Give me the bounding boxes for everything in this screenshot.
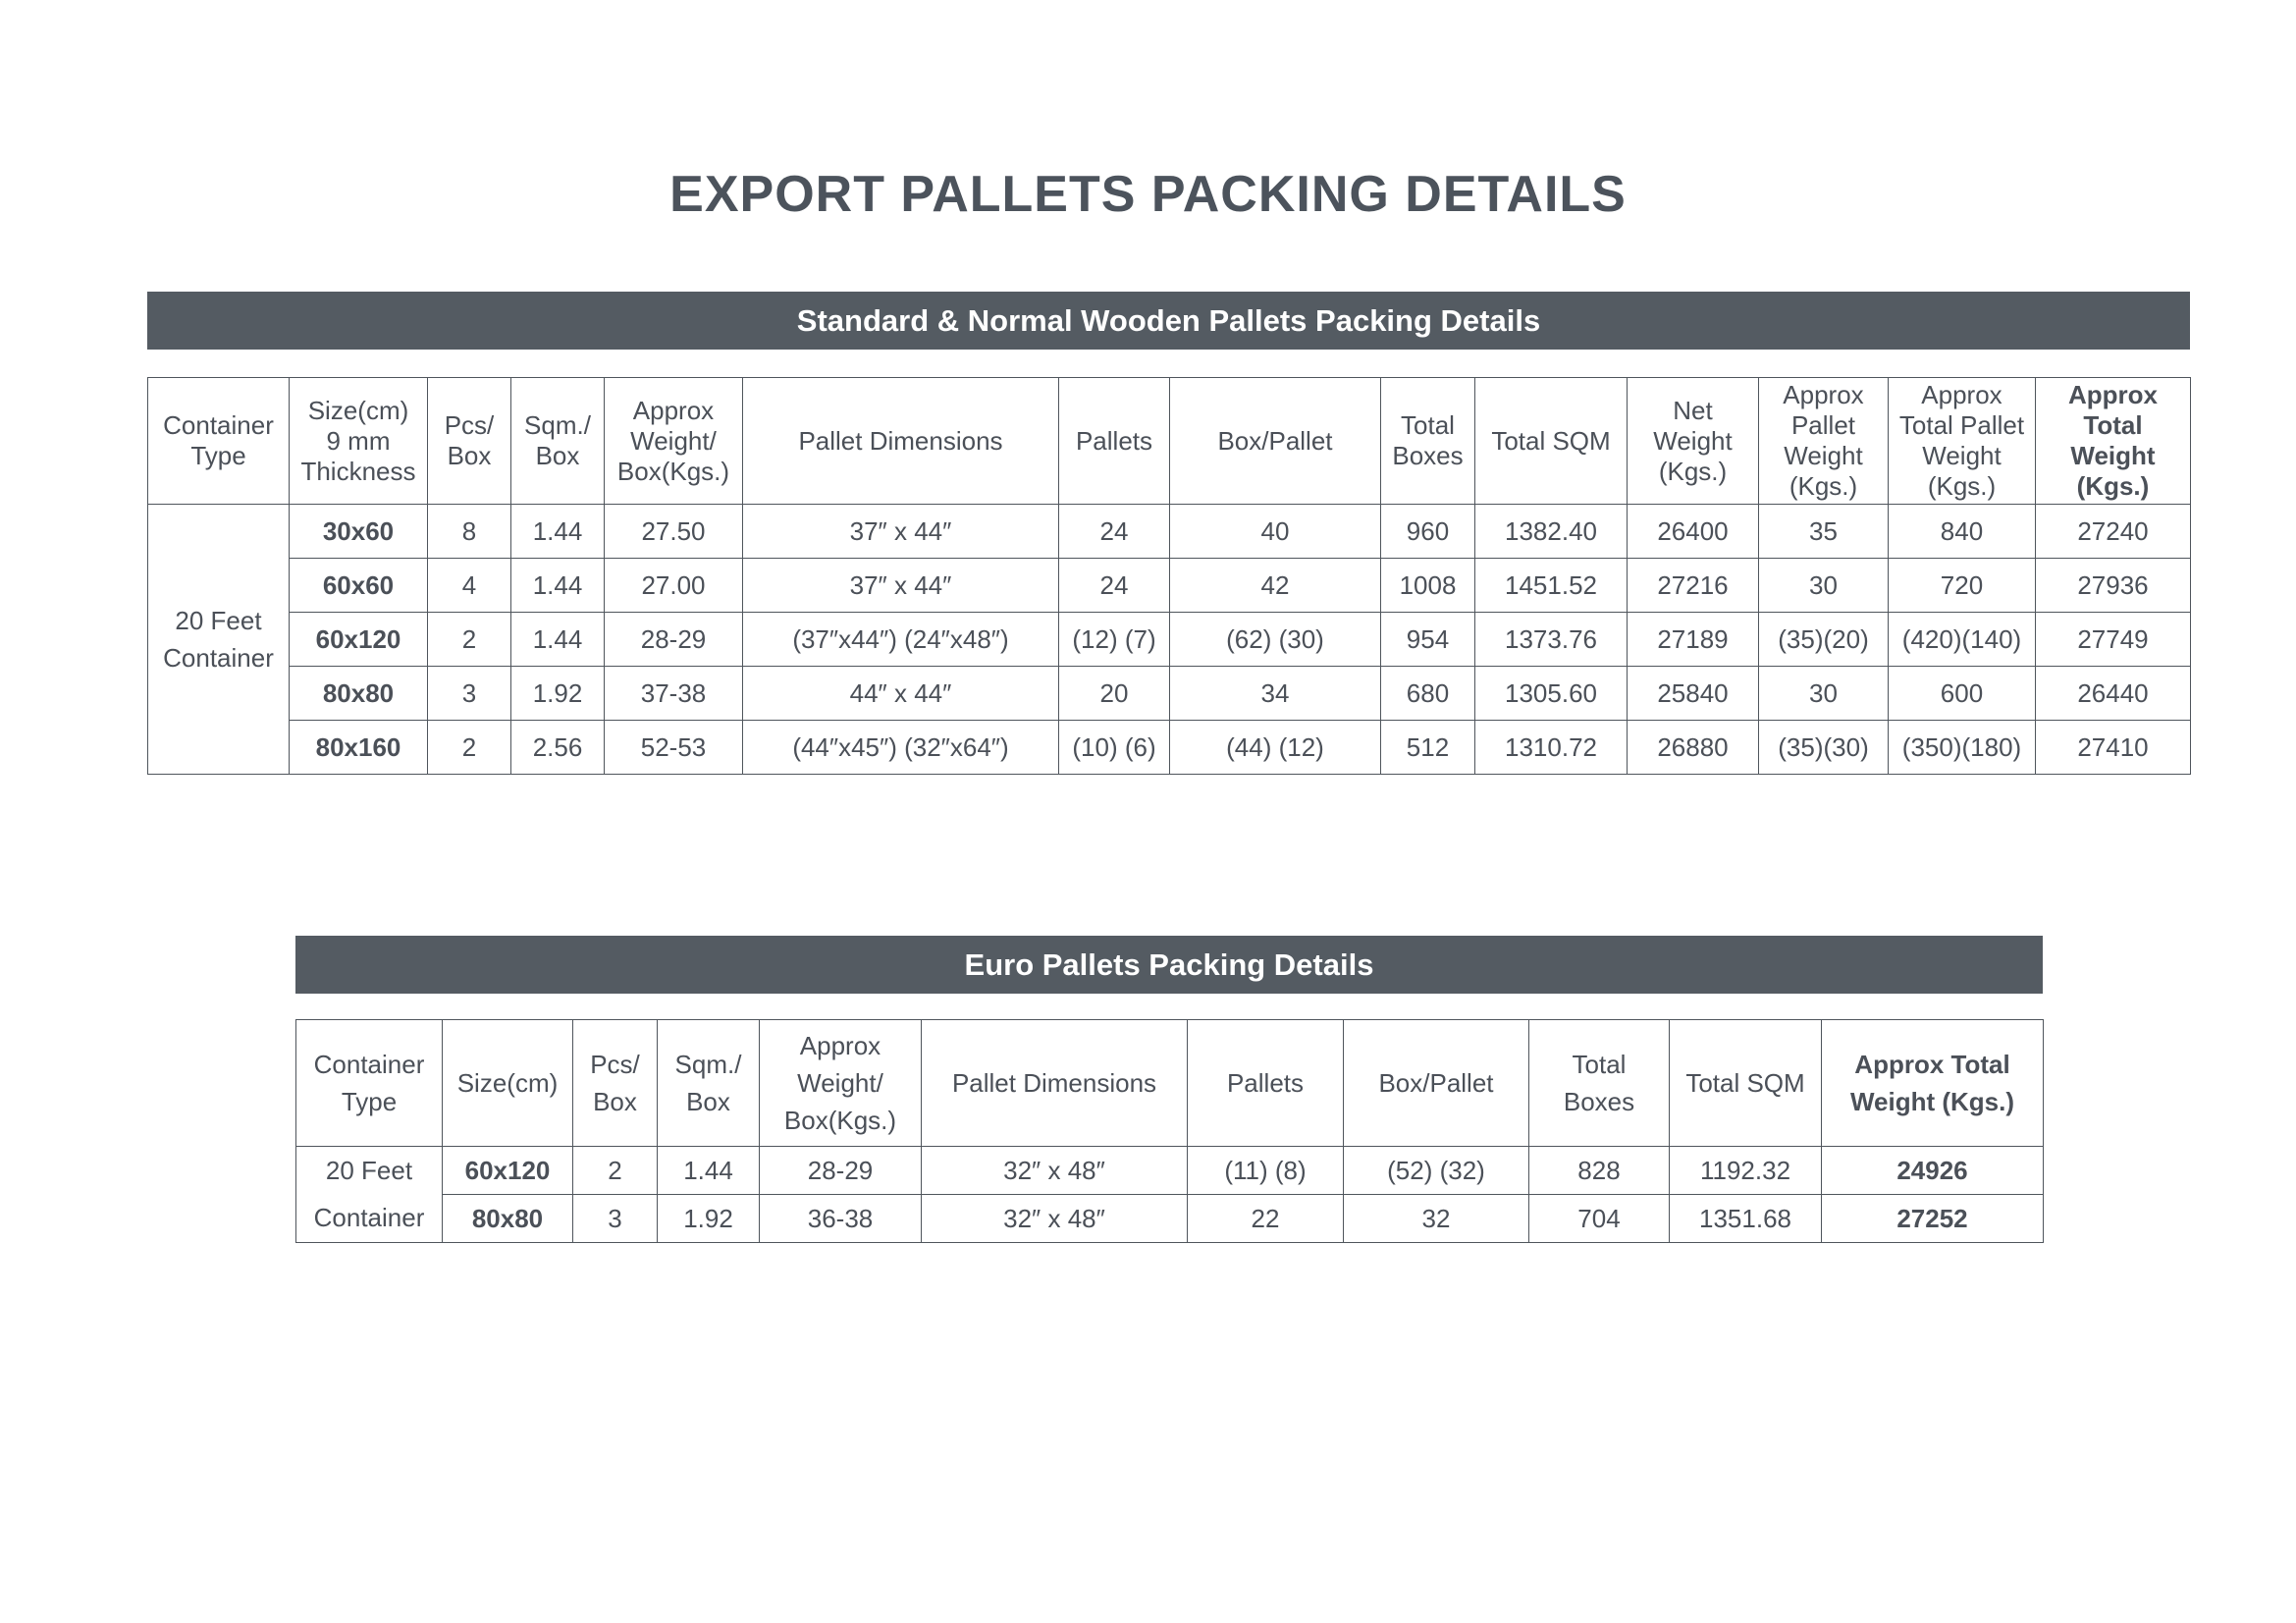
cell-total-sqm: 1373.76 <box>1475 613 1628 667</box>
cell-total-pallet-weight: (420)(140) <box>1889 613 2036 667</box>
header-total-sqm: Total SQM <box>1475 378 1628 505</box>
cell-pallets: 24 <box>1059 559 1170 613</box>
cell-weight-box: 52-53 <box>605 721 743 775</box>
cell-weight-box: 37-38 <box>605 667 743 721</box>
cell-net-weight: 26880 <box>1628 721 1759 775</box>
cell-total-boxes: 512 <box>1381 721 1475 775</box>
cell-pcs-box: 2 <box>573 1147 658 1195</box>
header-sqm-box: Sqm./ Box <box>511 378 605 505</box>
cell-total-boxes: 954 <box>1381 613 1475 667</box>
header-pcs-box: Pcs/ Box <box>573 1020 658 1147</box>
header-total-pallet-weight: Approx Total Pallet Weight (Kgs.) <box>1889 378 2036 505</box>
table-row <box>148 721 2191 775</box>
cell-total-boxes: 704 <box>1529 1195 1670 1243</box>
cell-container-type: Container <box>296 1195 443 1243</box>
cell-total-weight: 27749 <box>2036 613 2191 667</box>
cell-weight-box: 27.00 <box>605 559 743 613</box>
table-header-row <box>296 1020 2044 1147</box>
cell-size: 80x80 <box>443 1195 573 1243</box>
cell-net-weight: 27216 <box>1628 559 1759 613</box>
standard-packing-table <box>147 377 2191 775</box>
cell-container-type <box>148 505 290 775</box>
header-pallet-weight: Approx Pallet Weight (Kgs.) <box>1759 378 1889 505</box>
cell-pallet-dimensions: (37″x44″) (24″x48″) <box>743 613 1059 667</box>
cell-total-sqm: 1305.60 <box>1475 667 1628 721</box>
cell-total-weight: 24926 <box>1822 1147 2044 1195</box>
cell-sqm-box: 2.56 <box>511 721 605 775</box>
header-total-sqm: Total SQM <box>1670 1020 1822 1147</box>
cell-total-pallet-weight: 600 <box>1889 667 2036 721</box>
cell-weight-box: 27.50 <box>605 505 743 559</box>
euro-section-heading: Euro Pallets Packing Details <box>295 936 2043 994</box>
cell-pallet-dimensions: 32″ x 48″ <box>922 1147 1188 1195</box>
cell-total-pallet-weight: 720 <box>1889 559 2036 613</box>
cell-pcs-box: 2 <box>428 721 511 775</box>
cell-sqm-box: 1.92 <box>511 667 605 721</box>
cell-pcs-box: 3 <box>428 667 511 721</box>
cell-weight-box: 28-29 <box>760 1147 922 1195</box>
cell-total-weight: 27936 <box>2036 559 2191 613</box>
cell-box-pallet: 40 <box>1170 505 1381 559</box>
cell-pallet-weight: (35)(20) <box>1759 613 1889 667</box>
cell-size: 60x120 <box>290 613 428 667</box>
cell-total-sqm: 1192.32 <box>1670 1147 1822 1195</box>
cell-box-pallet: 42 <box>1170 559 1381 613</box>
cell-pallets: 20 <box>1059 667 1170 721</box>
cell-pallet-dimensions: 37″ x 44″ <box>743 559 1059 613</box>
header-sqm-box: Sqm./ Box <box>658 1020 760 1147</box>
cell-box-pallet: (52) (32) <box>1344 1147 1529 1195</box>
cell-pallets: 22 <box>1188 1195 1344 1243</box>
cell-total-weight: 26440 <box>2036 667 2191 721</box>
header-approx-weight-box: Approx Weight/ Box(Kgs.) <box>760 1020 922 1147</box>
cell-total-boxes: 1008 <box>1381 559 1475 613</box>
header-container-type: Container Type <box>148 378 290 505</box>
header-size: Size(cm) 9 mm Thickness <box>290 378 428 505</box>
cell-sqm-box: 1.44 <box>511 559 605 613</box>
cell-box-pallet: (44) (12) <box>1170 721 1381 775</box>
header-box-pallet: Box/Pallet <box>1344 1020 1529 1147</box>
table-row <box>148 505 2191 559</box>
header-net-weight: Net Weight (Kgs.) <box>1628 378 1759 505</box>
table-row <box>148 667 2191 721</box>
cell-sqm-box: 1.92 <box>658 1195 760 1243</box>
page-title: EXPORT PALLETS PACKING DETAILS <box>669 166 1627 223</box>
cell-pallet-dimensions: 44″ x 44″ <box>743 667 1059 721</box>
header-pallet-dimensions: Pallet Dimensions <box>922 1020 1188 1147</box>
table-row <box>148 613 2191 667</box>
header-approx-weight-box: Approx Weight/ Box(Kgs.) <box>605 378 743 505</box>
cell-pcs-box: 8 <box>428 505 511 559</box>
cell-sqm-box: 1.44 <box>658 1147 760 1195</box>
cell-pallet-dimensions: (44″x45″) (32″x64″) <box>743 721 1059 775</box>
table-header-row <box>148 378 2191 505</box>
header-box-pallet: Box/Pallet <box>1170 378 1381 505</box>
cell-pallet-weight: 30 <box>1759 667 1889 721</box>
header-total-weight: Approx Total Weight (Kgs.) <box>1822 1020 2044 1147</box>
cell-net-weight: 27189 <box>1628 613 1759 667</box>
cell-pallets: 24 <box>1059 505 1170 559</box>
cell-size: 30x60 <box>290 505 428 559</box>
cell-size: 60x120 <box>443 1147 573 1195</box>
cell-box-pallet: 32 <box>1344 1195 1529 1243</box>
cell-pallet-dimensions: 37″ x 44″ <box>743 505 1059 559</box>
cell-weight-box: 28-29 <box>605 613 743 667</box>
cell-box-pallet: 34 <box>1170 667 1381 721</box>
cell-total-sqm: 1451.52 <box>1475 559 1628 613</box>
cell-total-weight: 27252 <box>1822 1195 2044 1243</box>
cell-total-sqm: 1310.72 <box>1475 721 1628 775</box>
cell-weight-box: 36-38 <box>760 1195 922 1243</box>
header-size: Size(cm) <box>443 1020 573 1147</box>
cell-size: 80x80 <box>290 667 428 721</box>
cell-total-boxes: 960 <box>1381 505 1475 559</box>
header-container-type: Container Type <box>296 1020 443 1147</box>
cell-pallet-weight: (35)(30) <box>1759 721 1889 775</box>
table-row <box>148 559 2191 613</box>
cell-size: 80x160 <box>290 721 428 775</box>
euro-packing-table <box>295 1019 2044 1243</box>
cell-sqm-box: 1.44 <box>511 505 605 559</box>
header-total-boxes: Total Boxes <box>1381 378 1475 505</box>
cell-net-weight: 25840 <box>1628 667 1759 721</box>
cell-total-sqm: 1351.68 <box>1670 1195 1822 1243</box>
table-row <box>296 1147 2044 1195</box>
cell-pcs-box: 3 <box>573 1195 658 1243</box>
header-pcs-box: Pcs/ Box <box>428 378 511 505</box>
header-pallets: Pallets <box>1188 1020 1344 1147</box>
cell-size: 60x60 <box>290 559 428 613</box>
cell-pallet-weight: 35 <box>1759 505 1889 559</box>
cell-pallets: (10) (6) <box>1059 721 1170 775</box>
cell-total-pallet-weight: (350)(180) <box>1889 721 2036 775</box>
cell-pcs-box: 4 <box>428 559 511 613</box>
cell-pallet-dimensions: 32″ x 48″ <box>922 1195 1188 1243</box>
header-pallet-dimensions: Pallet Dimensions <box>743 378 1059 505</box>
cell-total-boxes: 828 <box>1529 1147 1670 1195</box>
cell-sqm-box: 1.44 <box>511 613 605 667</box>
cell-pallet-weight: 30 <box>1759 559 1889 613</box>
cell-net-weight: 26400 <box>1628 505 1759 559</box>
cell-box-pallet: (62) (30) <box>1170 613 1381 667</box>
container-label-line: Container <box>163 643 274 673</box>
cell-pcs-box: 2 <box>428 613 511 667</box>
cell-pallets: (11) (8) <box>1188 1147 1344 1195</box>
header-total-boxes: Total Boxes <box>1529 1020 1670 1147</box>
cell-total-weight: 27410 <box>2036 721 2191 775</box>
standard-section-heading: Standard & Normal Wooden Pallets Packing Details <box>147 292 2190 350</box>
cell-pallets: (12) (7) <box>1059 613 1170 667</box>
header-pallets: Pallets <box>1059 378 1170 505</box>
cell-total-weight: 27240 <box>2036 505 2191 559</box>
header-total-weight: Approx Total Weight (Kgs.) <box>2036 378 2191 505</box>
cell-total-pallet-weight: 840 <box>1889 505 2036 559</box>
cell-container-type: 20 Feet <box>296 1147 443 1195</box>
container-label-line: 20 Feet <box>175 606 262 635</box>
cell-total-sqm: 1382.40 <box>1475 505 1628 559</box>
table-row <box>296 1195 2044 1243</box>
cell-total-boxes: 680 <box>1381 667 1475 721</box>
